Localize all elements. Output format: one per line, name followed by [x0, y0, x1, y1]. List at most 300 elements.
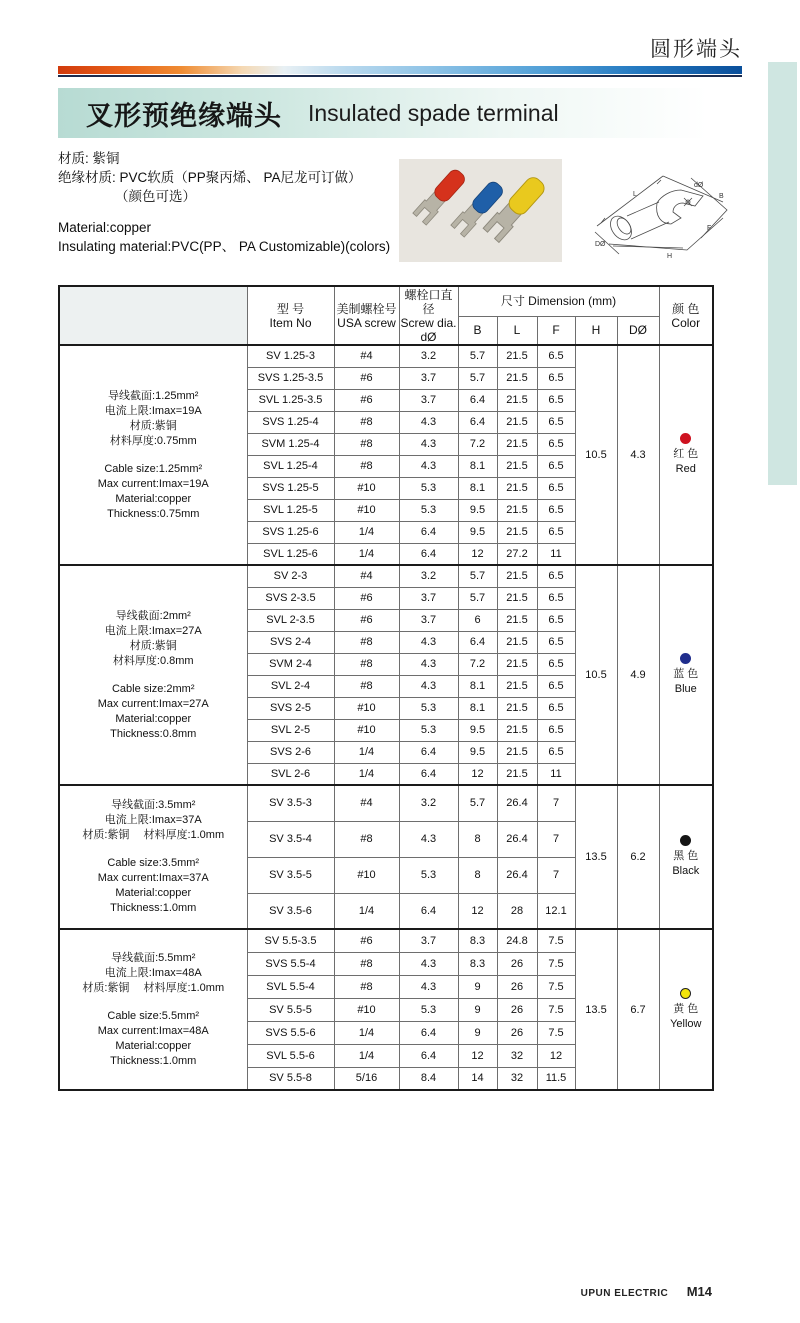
cell-usa-screw: #8	[334, 433, 399, 455]
cell-item-no: SVM 1.25-4	[247, 433, 334, 455]
cell-line: Max current:Imax=27A	[97, 697, 209, 710]
cell-B: 9.5	[458, 741, 497, 763]
diagram-label-F: F	[707, 225, 712, 232]
cell-item-no: SV 3.5-4	[247, 821, 334, 857]
cell-screw-dia: 4.3	[399, 411, 458, 433]
cell-item-no: SV 3.5-5	[247, 857, 334, 893]
cell-item-no: SVS 1.25-6	[247, 521, 334, 543]
cell-usa-screw: #10	[334, 719, 399, 741]
cell-item-no: SV 5.5-5	[247, 998, 334, 1021]
cell-color	[659, 929, 713, 1090]
cell-item-no: SVL 2-3.5	[247, 609, 334, 631]
diagram-label-L: L	[633, 191, 637, 198]
table-row	[59, 345, 713, 367]
cell-screw-dia: 4.3	[399, 455, 458, 477]
table-row	[59, 785, 713, 821]
cell-item-no: SVS 2-3.5	[247, 587, 334, 609]
cell-B: 5.7	[458, 785, 497, 821]
cell-line: Max current:Imax=48A	[97, 1024, 209, 1037]
cell-F: 6.5	[537, 741, 575, 763]
cell-line: Material:copper	[115, 1039, 192, 1052]
desc-gap	[60, 996, 247, 1009]
materials-text-en	[58, 218, 390, 256]
cell-usa-screw: #4	[334, 565, 399, 587]
cell-line: 螺栓口直径	[404, 287, 453, 316]
cell-screw-dia: 5.3	[399, 719, 458, 741]
cell-usa-screw: #8	[334, 631, 399, 653]
cell-usa-screw: #10	[334, 857, 399, 893]
cell-item-no: SVL 1.25-4	[247, 455, 334, 477]
cell-item-no: SVS 1.25-5	[247, 477, 334, 499]
cell-F: 6.5	[537, 675, 575, 697]
cell-usa-screw: 1/4	[334, 763, 399, 785]
cell-F: 11	[537, 543, 575, 565]
cell-L: 21.5	[497, 587, 537, 609]
cell-L: 26.4	[497, 785, 537, 821]
cell-screw-dia: 5.3	[399, 857, 458, 893]
cell-usa-screw: #4	[334, 785, 399, 821]
color-dot	[680, 835, 691, 846]
cell-item-no: SVS 5.5-4	[247, 952, 334, 975]
section-title-en: Insulated spade terminal	[308, 99, 559, 126]
cell-DO: 4.3	[617, 345, 659, 565]
cell-H: 13.5	[575, 785, 617, 929]
cell-L: 24.8	[497, 929, 537, 952]
desc-gap	[60, 449, 247, 462]
cell-B: 8.1	[458, 697, 497, 719]
cell-L: 21.5	[497, 345, 537, 367]
cell-B: 9	[458, 975, 497, 998]
cell-DO: 6.2	[617, 785, 659, 929]
cell-L: 21.5	[497, 389, 537, 411]
cell-screw-dia: 5.3	[399, 477, 458, 499]
cell-screw-dia: 4.3	[399, 821, 458, 857]
cell-L: 21.5	[497, 521, 537, 543]
cell-usa-screw: #6	[334, 609, 399, 631]
cell-usa-screw: #8	[334, 952, 399, 975]
cell-B: 8.1	[458, 455, 497, 477]
cell-usa-screw: 1/4	[334, 741, 399, 763]
cell-line: 材质:紫铜	[129, 639, 177, 652]
cell-line: 型 号	[276, 301, 305, 316]
footer-page-number: M14	[686, 1284, 712, 1299]
cell-F: 6.5	[537, 477, 575, 499]
cell-usa-screw: #10	[334, 477, 399, 499]
footer-brand: UPUN ELECTRIC	[580, 1288, 669, 1299]
cell-color	[659, 785, 713, 929]
cell-B: 9.5	[458, 719, 497, 741]
cell-F: 12	[537, 1044, 575, 1067]
cell-B: 8.3	[458, 952, 497, 975]
cell-F: 6.5	[537, 433, 575, 455]
cell-F: 6.5	[537, 587, 575, 609]
header-color	[659, 286, 713, 345]
table-group	[59, 785, 713, 929]
cell-line: Black	[672, 865, 700, 877]
cell-F: 11	[537, 763, 575, 785]
cell-L: 21.5	[497, 565, 537, 587]
cell-line: 蓝 色	[673, 668, 699, 680]
cell-F: 6.5	[537, 455, 575, 477]
cell-screw-dia: 3.2	[399, 565, 458, 587]
cell-L: 21.5	[497, 411, 537, 433]
cell-L: 21.5	[497, 741, 537, 763]
materials-text-cn	[58, 149, 362, 206]
cell-usa-screw: #8	[334, 975, 399, 998]
cell-F: 7	[537, 785, 575, 821]
material-line: （颜色可选）	[115, 189, 196, 204]
header-dim-H: H	[575, 316, 617, 345]
cell-F: 6.5	[537, 389, 575, 411]
cell-B: 9.5	[458, 521, 497, 543]
cell-line: Thickness:0.75mm	[107, 507, 200, 520]
diagram-label-H: H	[667, 253, 673, 260]
cell-usa-screw: #8	[334, 411, 399, 433]
cell-B: 12	[458, 763, 497, 785]
cell-usa-screw: #8	[334, 821, 399, 857]
spade-terminals-image	[399, 159, 562, 262]
section-title-cn: 叉形预绝缘端头	[86, 100, 282, 131]
cell-B: 8.1	[458, 675, 497, 697]
dimension-diagram-svg	[591, 166, 731, 260]
header-dim-L: L	[497, 316, 537, 345]
cell-L: 21.5	[497, 763, 537, 785]
cell-line: 材料厚度:0.75mm	[109, 434, 197, 447]
cell-line: Cable size:3.5mm²	[107, 857, 200, 869]
cell-H: 10.5	[575, 565, 617, 785]
cell-F: 7.5	[537, 929, 575, 952]
cell-line: 红 色	[673, 448, 699, 460]
cell-usa-screw: #4	[334, 345, 399, 367]
cell-line: Color	[671, 315, 701, 330]
cell-F: 6.5	[537, 609, 575, 631]
material-line: Material:copper	[58, 220, 152, 235]
cell-screw-dia: 5.3	[399, 697, 458, 719]
cell-L: 21.5	[497, 499, 537, 521]
cell-H: 13.5	[575, 929, 617, 1090]
header-screw-dia	[399, 286, 458, 345]
cell-screw-dia: 6.4	[399, 1044, 458, 1067]
cell-usa-screw: #10	[334, 697, 399, 719]
cell-usa-screw: #8	[334, 675, 399, 697]
cell-line: 电流上限:Imax=19A	[104, 404, 202, 417]
cell-B: 6	[458, 609, 497, 631]
cell-screw-dia: 4.3	[399, 675, 458, 697]
group-description	[59, 929, 247, 1090]
cell-L: 21.5	[497, 455, 537, 477]
cell-F: 11.5	[537, 1067, 575, 1090]
material-line: Insulating material:PVC(PP、 PA Customizable)(colors)	[58, 239, 391, 254]
cell-screw-dia: 5.3	[399, 499, 458, 521]
cell-L: 21.5	[497, 367, 537, 389]
table-header	[59, 286, 713, 345]
cell-screw-dia: 3.2	[399, 345, 458, 367]
cell-L: 26.4	[497, 821, 537, 857]
cell-line: Screw dia.	[400, 315, 457, 330]
diagram-label-dO: dØ	[694, 182, 704, 189]
cell-usa-screw: #6	[334, 587, 399, 609]
cell-screw-dia: 6.4	[399, 543, 458, 565]
cell-line: Thickness:1.0mm	[110, 1054, 197, 1067]
cell-line: Thickness:0.8mm	[110, 727, 197, 740]
cell-item-no: SV 3.5-3	[247, 785, 334, 821]
header-dim-DØ: DØ	[617, 316, 659, 345]
cell-screw-dia: 6.4	[399, 1021, 458, 1044]
cell-usa-screw: 5/16	[334, 1067, 399, 1090]
cell-DO: 4.9	[617, 565, 659, 785]
cell-screw-dia: 4.3	[399, 952, 458, 975]
cell-B: 14	[458, 1067, 497, 1090]
cell-line: 材质:紫铜 材料厚度:1.0mm	[82, 829, 225, 841]
cell-DO: 6.7	[617, 929, 659, 1090]
cell-F: 6.5	[537, 499, 575, 521]
cell-item-no: SVS 1.25-4	[247, 411, 334, 433]
color-dot	[680, 988, 691, 999]
cell-line: 导线截面:5.5mm²	[111, 951, 196, 964]
cell-screw-dia: 5.3	[399, 998, 458, 1021]
cell-line: 电流上限:Imax=37A	[104, 814, 202, 826]
cell-L: 32	[497, 1067, 537, 1090]
cell-line: 导线截面:1.25mm²	[108, 389, 199, 402]
color-dot	[680, 433, 691, 444]
header-dimension: 尺寸 Dimension (mm)	[458, 286, 659, 316]
cell-line: 颜 色	[672, 301, 700, 316]
cell-item-no: SVL 5.5-4	[247, 975, 334, 998]
cell-item-no: SV 3.5-6	[247, 893, 334, 929]
cell-screw-dia: 6.4	[399, 741, 458, 763]
cell-line: USA screw	[337, 315, 396, 330]
cell-screw-dia: 6.4	[399, 763, 458, 785]
cell-L: 26.4	[497, 857, 537, 893]
group-description	[59, 565, 247, 785]
cell-line: 材料厚度:0.8mm	[112, 654, 194, 667]
dimension-diagram	[591, 166, 731, 260]
page-corner-header: 圆形端头	[650, 38, 742, 61]
table-row	[59, 565, 713, 587]
cell-screw-dia: 4.3	[399, 631, 458, 653]
cell-B: 6.4	[458, 389, 497, 411]
cell-screw-dia: 3.7	[399, 389, 458, 411]
cell-B: 9.5	[458, 499, 497, 521]
cell-L: 26	[497, 1021, 537, 1044]
cell-item-no: SVS 2-4	[247, 631, 334, 653]
cell-B: 5.7	[458, 345, 497, 367]
cell-line: Blue	[674, 683, 697, 695]
cell-line: 黑 色	[673, 850, 699, 862]
cell-B: 5.7	[458, 587, 497, 609]
cell-color	[659, 565, 713, 785]
cell-usa-screw: 1/4	[334, 521, 399, 543]
cell-screw-dia: 3.2	[399, 785, 458, 821]
cell-B: 8.3	[458, 929, 497, 952]
cell-L: 26	[497, 975, 537, 998]
spec-table	[58, 285, 714, 1091]
cell-usa-screw: #6	[334, 389, 399, 411]
material-line: 绝缘材质: PVC软质（PP聚丙烯、 PA尼龙可订做）	[58, 170, 362, 185]
cell-item-no: SVM 2-4	[247, 653, 334, 675]
cell-F: 7.5	[537, 998, 575, 1021]
cell-B: 7.2	[458, 653, 497, 675]
table-group	[59, 345, 713, 565]
cell-line: Yellow	[670, 1017, 702, 1030]
cell-B: 9	[458, 998, 497, 1021]
cell-usa-screw: #8	[334, 653, 399, 675]
cell-F: 7.5	[537, 975, 575, 998]
cell-F: 12.1	[537, 893, 575, 929]
desc-gap	[60, 843, 247, 856]
cell-B: 5.7	[458, 367, 497, 389]
product-photo	[399, 159, 562, 262]
cell-L: 21.5	[497, 675, 537, 697]
cell-screw-dia: 3.7	[399, 609, 458, 631]
section-title-band	[58, 88, 742, 138]
gradient-rule	[58, 66, 742, 74]
cell-screw-dia: 3.7	[399, 929, 458, 952]
diagram-label-B: B	[719, 193, 724, 200]
cell-screw-dia: 4.3	[399, 653, 458, 675]
header-usa-screw	[334, 286, 399, 345]
cell-L: 21.5	[497, 653, 537, 675]
cell-screw-dia: 6.4	[399, 521, 458, 543]
cell-B: 12	[458, 893, 497, 929]
cell-L: 21.5	[497, 719, 537, 741]
cell-B: 8.1	[458, 477, 497, 499]
header-dim-F: F	[537, 316, 575, 345]
cell-F: 6.5	[537, 719, 575, 741]
table-row	[59, 929, 713, 952]
header-dim-B: B	[458, 316, 497, 345]
cell-F: 7	[537, 821, 575, 857]
cell-item-no: SVS 2-5	[247, 697, 334, 719]
cell-B: 6.4	[458, 631, 497, 653]
table-group	[59, 565, 713, 785]
cell-item-no: SV 5.5-3.5	[247, 929, 334, 952]
cell-line: Thickness:1.0mm	[110, 902, 197, 914]
cell-F: 6.5	[537, 631, 575, 653]
cell-usa-screw: #10	[334, 499, 399, 521]
cell-color	[659, 345, 713, 565]
cell-B: 8	[458, 857, 497, 893]
cell-L: 21.5	[497, 433, 537, 455]
cell-L: 21.5	[497, 609, 537, 631]
cell-screw-dia: 6.4	[399, 893, 458, 929]
cell-L: 21.5	[497, 631, 537, 653]
cell-item-no: SVL 2-4	[247, 675, 334, 697]
cell-usa-screw: #8	[334, 455, 399, 477]
cell-line: Red	[675, 463, 696, 475]
cell-F: 6.5	[537, 411, 575, 433]
cell-F: 6.5	[537, 653, 575, 675]
cell-line: Cable size:5.5mm²	[107, 1009, 200, 1022]
cell-F: 6.5	[537, 345, 575, 367]
cell-line: Material:copper	[115, 887, 192, 899]
header-description	[59, 286, 247, 345]
cell-line: 电流上限:Imax=48A	[104, 966, 202, 979]
cell-usa-screw: #6	[334, 367, 399, 389]
cell-usa-screw: #10	[334, 998, 399, 1021]
cell-screw-dia: 8.4	[399, 1067, 458, 1090]
cell-B: 6.4	[458, 411, 497, 433]
header-item-no	[247, 286, 334, 345]
cell-line: 材质:紫铜	[129, 419, 177, 432]
group-description	[59, 785, 247, 929]
cell-line: 材质:紫铜 材料厚度:1.0mm	[82, 981, 225, 994]
group-description	[59, 345, 247, 565]
diagram-label-DO: DØ	[595, 241, 606, 248]
cell-item-no: SVS 1.25-3.5	[247, 367, 334, 389]
cell-L: 21.5	[497, 697, 537, 719]
cell-L: 21.5	[497, 477, 537, 499]
cell-L: 27.2	[497, 543, 537, 565]
cell-usa-screw: 1/4	[334, 1021, 399, 1044]
cell-B: 7.2	[458, 433, 497, 455]
cell-item-no: SV 2-3	[247, 565, 334, 587]
cell-line: Max current:Imax=37A	[97, 872, 209, 884]
cell-F: 7.5	[537, 1021, 575, 1044]
cell-B: 5.7	[458, 565, 497, 587]
cell-line: 美制螺栓号	[336, 301, 397, 316]
desc-gap	[60, 669, 247, 682]
cell-item-no: SV 5.5-8	[247, 1067, 334, 1090]
table-group	[59, 929, 713, 1090]
cell-usa-screw: #6	[334, 929, 399, 952]
cell-line: Item No	[269, 315, 312, 330]
side-accent-strip	[768, 62, 797, 485]
cell-line: dØ	[420, 329, 437, 344]
cell-usa-screw: 1/4	[334, 1044, 399, 1067]
cell-F: 6.5	[537, 697, 575, 719]
cell-B: 12	[458, 1044, 497, 1067]
color-dot	[680, 653, 691, 664]
cell-L: 26	[497, 952, 537, 975]
cell-line: 导线截面:3.5mm²	[111, 799, 196, 811]
cell-screw-dia: 3.7	[399, 367, 458, 389]
cell-B: 9	[458, 1021, 497, 1044]
cell-item-no: SVL 1.25-3.5	[247, 389, 334, 411]
cell-F: 6.5	[537, 565, 575, 587]
cell-H: 10.5	[575, 345, 617, 565]
cell-L: 28	[497, 893, 537, 929]
cell-screw-dia: 4.3	[399, 433, 458, 455]
gradient-rule-underline	[58, 75, 742, 77]
cell-item-no: SVL 5.5-6	[247, 1044, 334, 1067]
cell-line: Cable size:1.25mm²	[104, 462, 203, 475]
cell-line: Material:copper	[115, 712, 192, 725]
cell-F: 7	[537, 857, 575, 893]
cell-F: 6.5	[537, 521, 575, 543]
cell-usa-screw: 1/4	[334, 543, 399, 565]
cell-item-no: SVL 1.25-6	[247, 543, 334, 565]
cell-F: 7.5	[537, 952, 575, 975]
cell-L: 32	[497, 1044, 537, 1067]
cell-F: 6.5	[537, 367, 575, 389]
cell-line: 电流上限:Imax=27A	[104, 624, 202, 637]
cell-item-no: SVS 2-6	[247, 741, 334, 763]
header-row	[59, 286, 713, 316]
cell-line: Material:copper	[115, 492, 192, 505]
cell-item-no: SVL 1.25-5	[247, 499, 334, 521]
cell-screw-dia: 4.3	[399, 975, 458, 998]
cell-line: Cable size:2mm²	[111, 682, 195, 695]
cell-item-no: SV 1.25-3	[247, 345, 334, 367]
page-footer	[0, 1283, 712, 1301]
cell-line: 黄 色	[673, 1002, 699, 1015]
cell-B: 12	[458, 543, 497, 565]
material-line: 材质: 紫铜	[58, 151, 120, 166]
cell-line: 导线截面:2mm²	[115, 609, 191, 622]
cell-item-no: SVL 2-6	[247, 763, 334, 785]
cell-item-no: SVS 5.5-6	[247, 1021, 334, 1044]
